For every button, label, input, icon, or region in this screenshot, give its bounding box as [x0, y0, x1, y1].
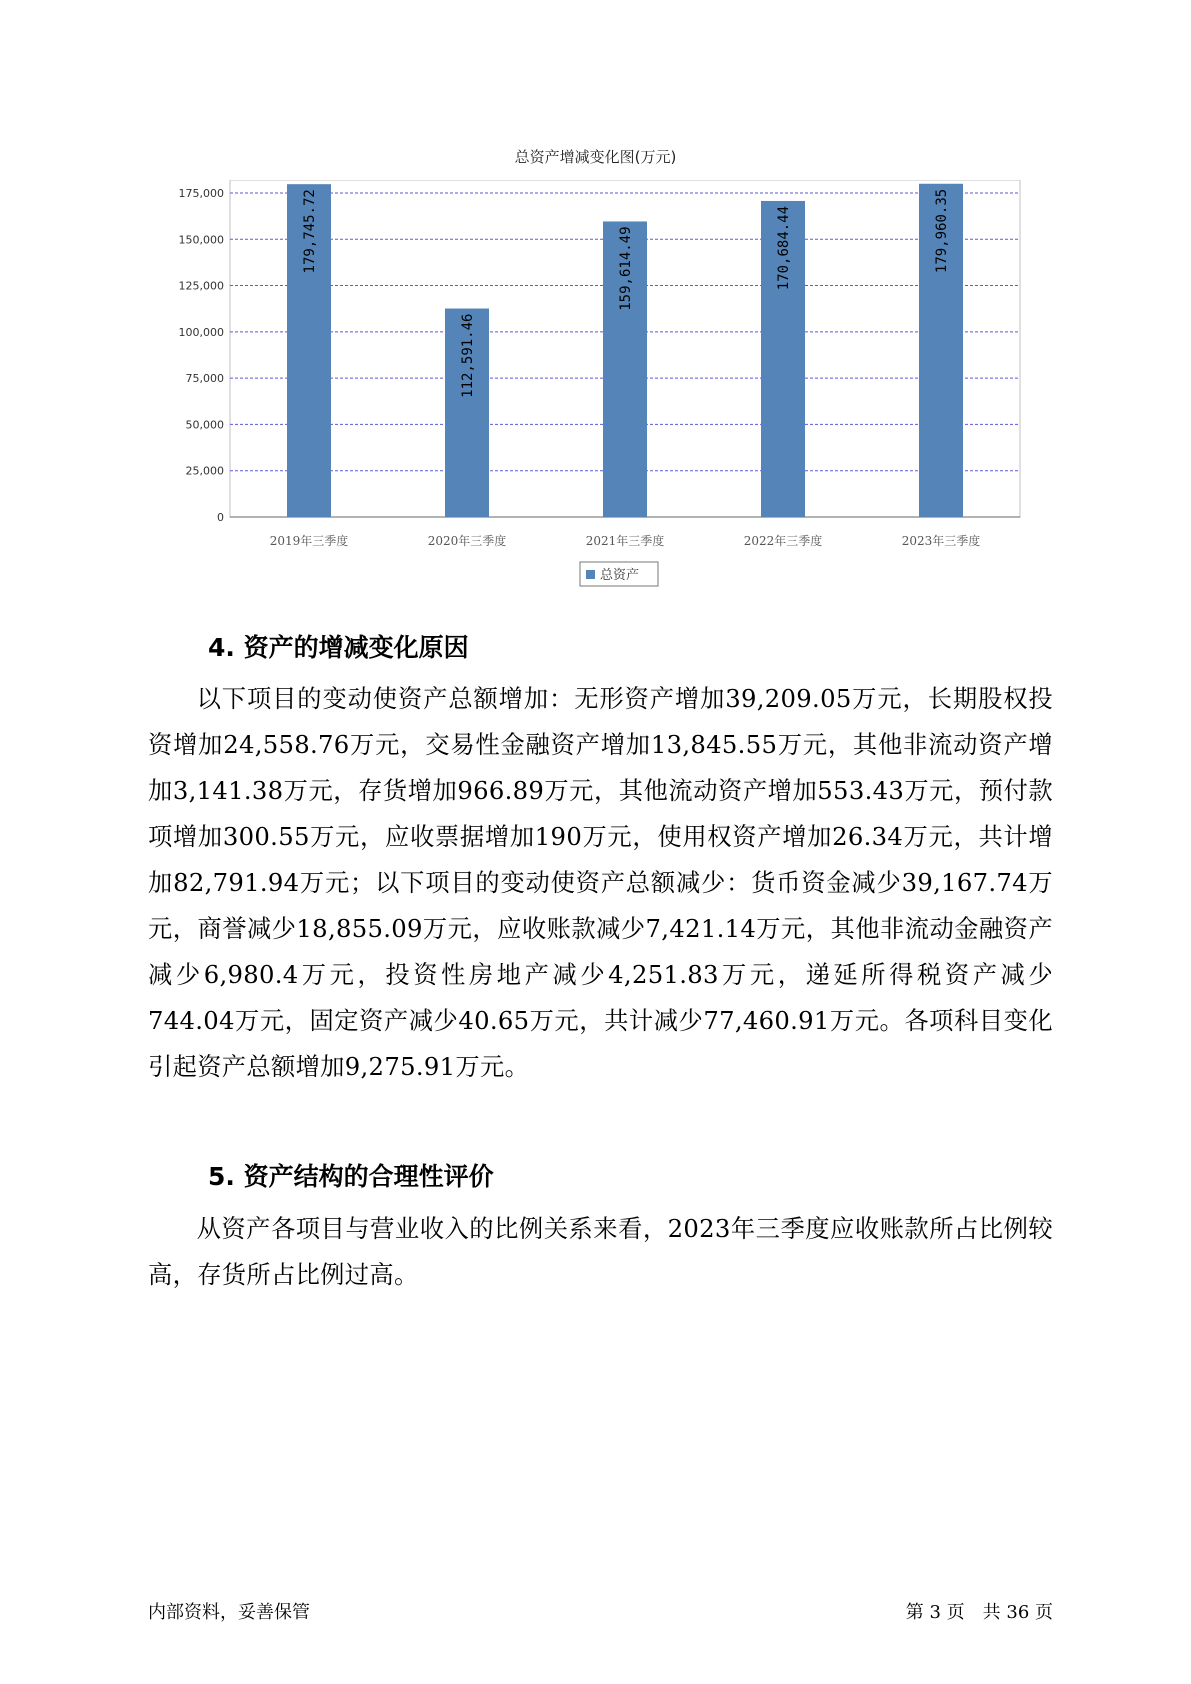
bar-data-label: 170,684.44	[776, 205, 792, 291]
section-5-paragraph: 从资产各项目与营业收入的比例关系来看，2023年三季度应收账款所占比例较高，存货所占比例过高。	[148, 1214, 1053, 1289]
y-tick-label: 125,000	[178, 279, 224, 293]
y-tick-label: 0	[217, 511, 224, 524]
y-tick-label: 150,000	[178, 233, 224, 247]
asset-bar-chart	[150, 180, 1030, 590]
chart-title: 总资产增减变化图(万元)	[514, 148, 677, 166]
x-tick-label: 2020年三季度	[427, 534, 507, 548]
legend-label: 总资产	[600, 568, 640, 583]
y-tick-label: 175,000	[178, 186, 224, 200]
footer-confidential-note: 内部资料，妥善保管	[148, 1602, 310, 1623]
legend-swatch	[586, 570, 595, 579]
footer-page-number: 第 3 页 共 36 页	[905, 1602, 1053, 1623]
y-tick-label: 100,000	[178, 325, 224, 339]
x-tick-label: 2019年三季度	[269, 534, 349, 548]
y-tick-label: 50,000	[185, 418, 224, 432]
bar-data-label: 112,591.46	[460, 313, 476, 398]
y-tick-label: 25,000	[185, 464, 224, 478]
section-4-paragraph: 以下项目的变动使资产总额增加：无形资产增加39,209.05万元，长期股权投资增加24,558.76万元，交易性金融资产增加13,845.55万元，其他非流动资产增加3,141.38万元，存货增加966.89万元，其他流动资产增加553.43万元，预付款项增加300.55万元，应收票据增加190万元，使用权资产增加26.34万元，共计增加82,791.94万元；以下项目的变动使资产总额减少：货币资金减少39,167.74万元，商誉减少18,855.09万元，应收账款减少7,421.14万元，其他非流动金融资产减少6,980.4万元，投资性房地产减少4,251.83万元，递延所得税资产减少744.04万元，固定资产减少40.65万元，共计减少77,460.91万元。各项科目变化引起资产总额增加9,275.91万元。	[148, 684, 1053, 1081]
x-tick-label: 2023年三季度	[901, 534, 981, 548]
bar-data-label: 179,745.72	[302, 189, 318, 274]
section-4-heading: 4. 资产的增减变化原因	[208, 633, 469, 662]
x-tick-label: 2022年三季度	[743, 534, 823, 548]
x-tick-label: 2021年三季度	[585, 534, 665, 548]
bar-data-label: 179,960.35	[934, 188, 950, 274]
bar-data-label: 159,614.49	[618, 226, 634, 311]
y-tick-label: 75,000	[185, 372, 224, 386]
section-5-heading: 5. 资产结构的合理性评价	[208, 1162, 494, 1191]
